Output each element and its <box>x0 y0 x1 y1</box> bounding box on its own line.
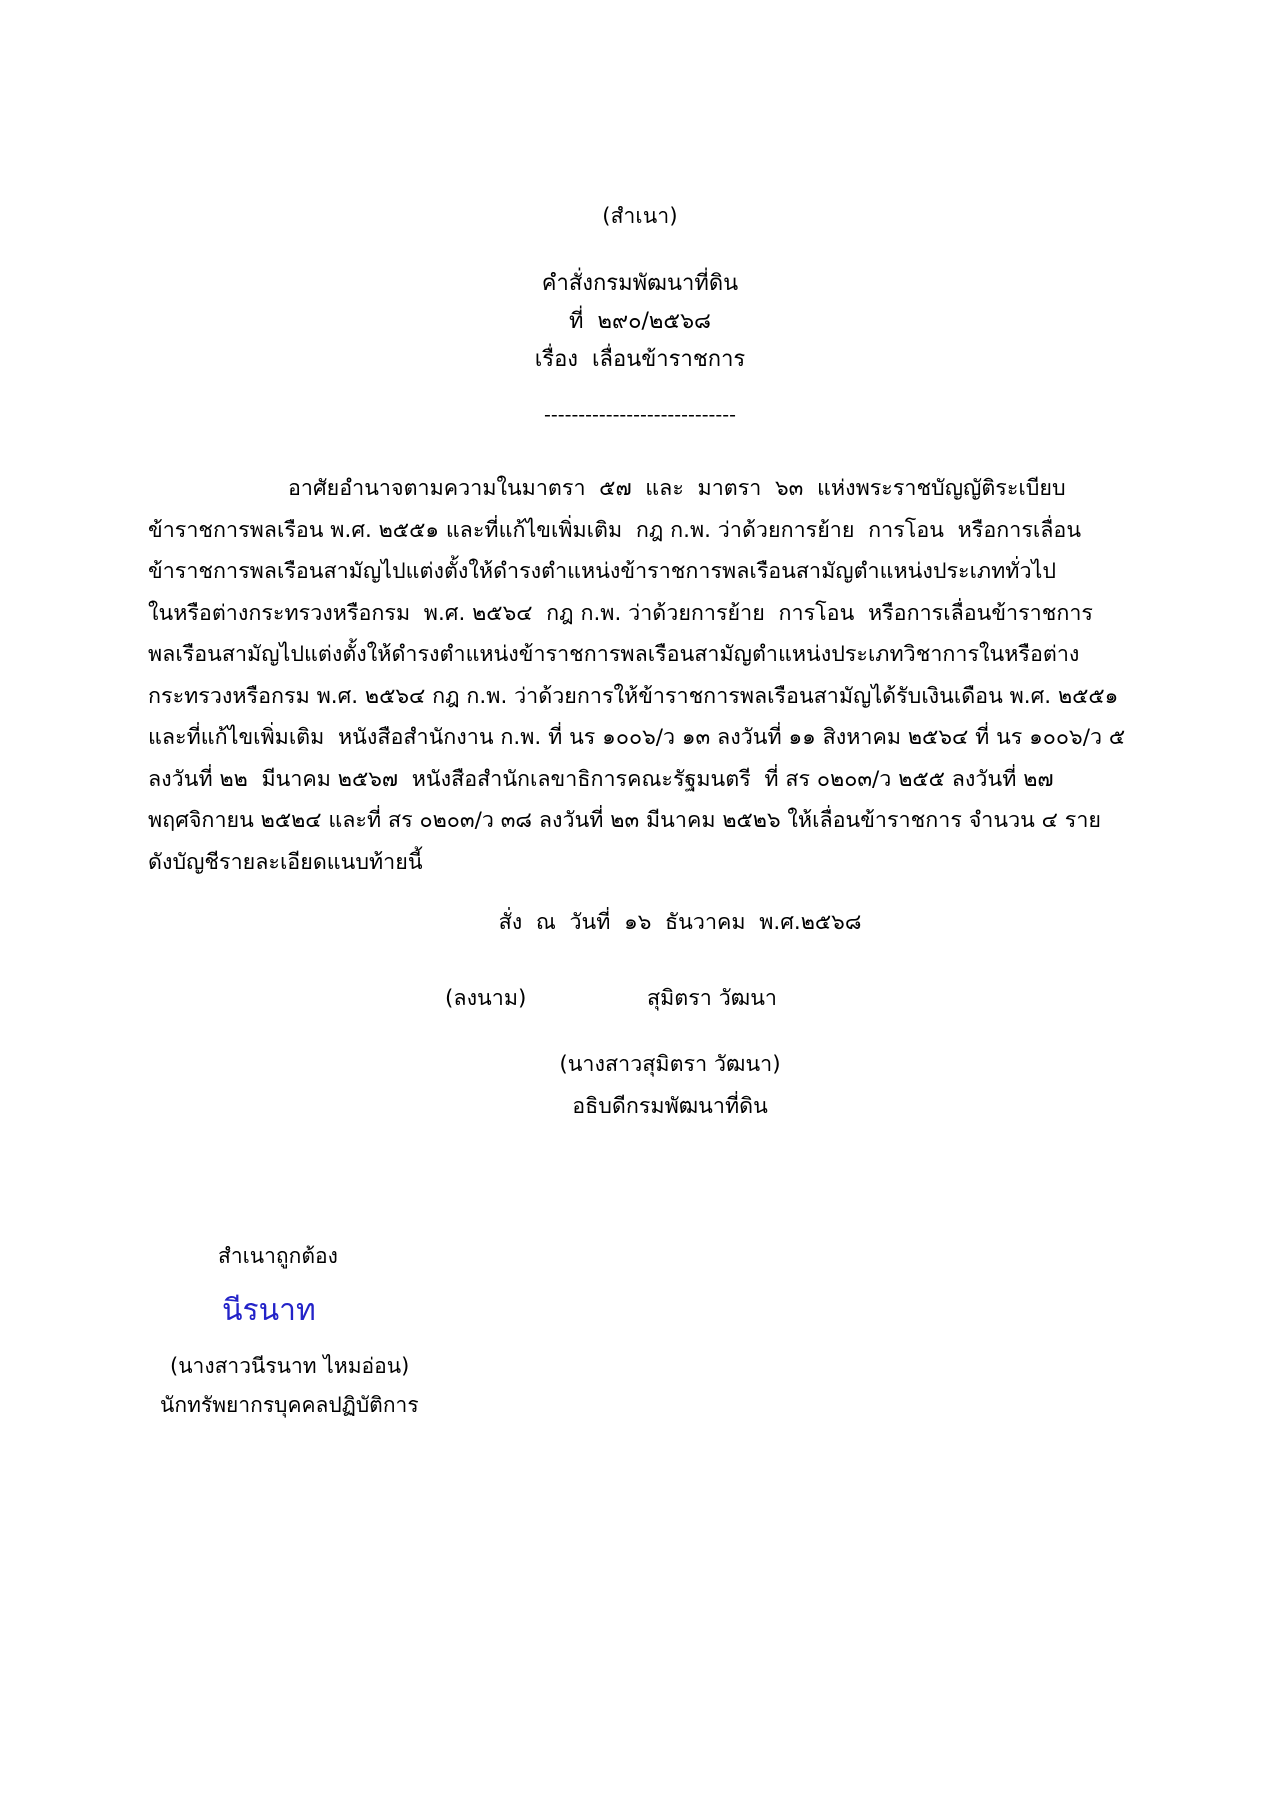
certification-label: สำเนาถูกต้อง <box>218 1244 338 1268</box>
signature-row <box>148 981 1132 1015</box>
document-body <box>148 468 1132 883</box>
order-number: ที่ ๒๙๐/๒๕๖๘ <box>568 308 712 334</box>
order-title: คำสั่งกรมพัฒนาที่ดิน <box>541 271 739 296</box>
body-line: ในหรือต่างกระทรวงหรือกรม พ.ศ. ๒๕๖๔ กฎ ก.พ. ว่าด้วยการย้าย การโอน หรือการเลื่อนข้าราชการ <box>148 600 1093 626</box>
order-subject: เรื่อง เลื่อนข้าราชการ <box>534 346 746 372</box>
order-date: สั่ง ณ วันที่ ๑๖ ธันวาคม พ.ศ.๒๕๖๘ <box>498 910 862 936</box>
certifier-name: (นางสาวนีรนาท ไหมอ่อน) <box>170 1354 410 1378</box>
document-content <box>148 0 1132 1123</box>
signer-full-name: (นางสาวสุมิตรา วัฒนา) <box>559 1052 781 1078</box>
signer-name: สุมิตรา วัฒนา <box>647 986 777 1012</box>
certification-signature: นีรนาท <box>222 1293 316 1328</box>
body-line: พฤศจิกายน ๒๕๒๔ และที่ สร ๐๒๐๓/ว ๓๘ ลงวันที่ ๒๓ มีนาคม ๒๕๒๖ ให้เลื่อนข้าราชการ จำนวน ๔ ราย <box>148 808 1101 834</box>
body-line: พลเรือนสามัญไปแต่งตั้งให้ดำรงตำแหน่งข้าราชการพลเรือนสามัญตำแหน่งประเภทวิชาการในหรือต่าง <box>148 642 1080 668</box>
body-line: ลงวันที่ ๒๒ มีนาคม ๒๕๖๗ หนังสือสำนักเลขาธิการคณะรัฐมนตรี ที่ สร ๐๒๐๓/ว ๒๕๕ ลงวันที่ ๒๗ <box>148 766 1054 792</box>
certification-block <box>160 1240 700 1422</box>
certifier-position: นักทรัพยากรบุคคลปฏิบัติการ <box>160 1393 419 1417</box>
divider: ---------------------------- <box>544 404 736 427</box>
body-line: และที่แก้ไขเพิ่มเติม หนังสือสำนักงาน ก.พ. ที่ นร ๑๐๐๖/ว ๑๓ ลงวันที่ ๑๑ สิงหาคม ๒๕๖๔ ที่ นร ๑๐๐๖/ว ๕ <box>148 725 1126 751</box>
body-line: ดังบัญชีรายละเอียดแนบท้ายนี้ <box>148 849 423 875</box>
body-line: ข้าราชการพลเรือน พ.ศ. ๒๕๕๑ และที่แก้ไขเพิ่มเติม กฎ ก.พ. ว่าด้วยการย้าย การโอน หรือการเลื่อน <box>148 517 1082 543</box>
signature-label: (ลงนาม) <box>445 986 527 1012</box>
body-line: ข้าราชการพลเรือนสามัญไปแต่งตั้งให้ดำรงตำแหน่งข้าราชการพลเรือนสามัญตำแหน่งประเภททั่วไป <box>148 559 1056 585</box>
copy-mark: (สำเนา) <box>602 204 678 228</box>
signer-position: อธิบดีกรมพัฒนาที่ดิน <box>572 1094 768 1120</box>
body-line: อาศัยอำนาจตามความในมาตรา ๕๗ และ มาตรา ๖๓ แห่งพระราชบัญญัติระเบียบ <box>288 476 1066 502</box>
body-line: กระทรวงหรือกรม พ.ศ. ๒๕๖๔ กฎ ก.พ. ว่าด้วยการให้ข้าราชการพลเรือนสามัญได้รับเงินเดือน พ.ศ. ๒๕๕๑ <box>148 683 1119 709</box>
document-title-block <box>148 265 1132 378</box>
